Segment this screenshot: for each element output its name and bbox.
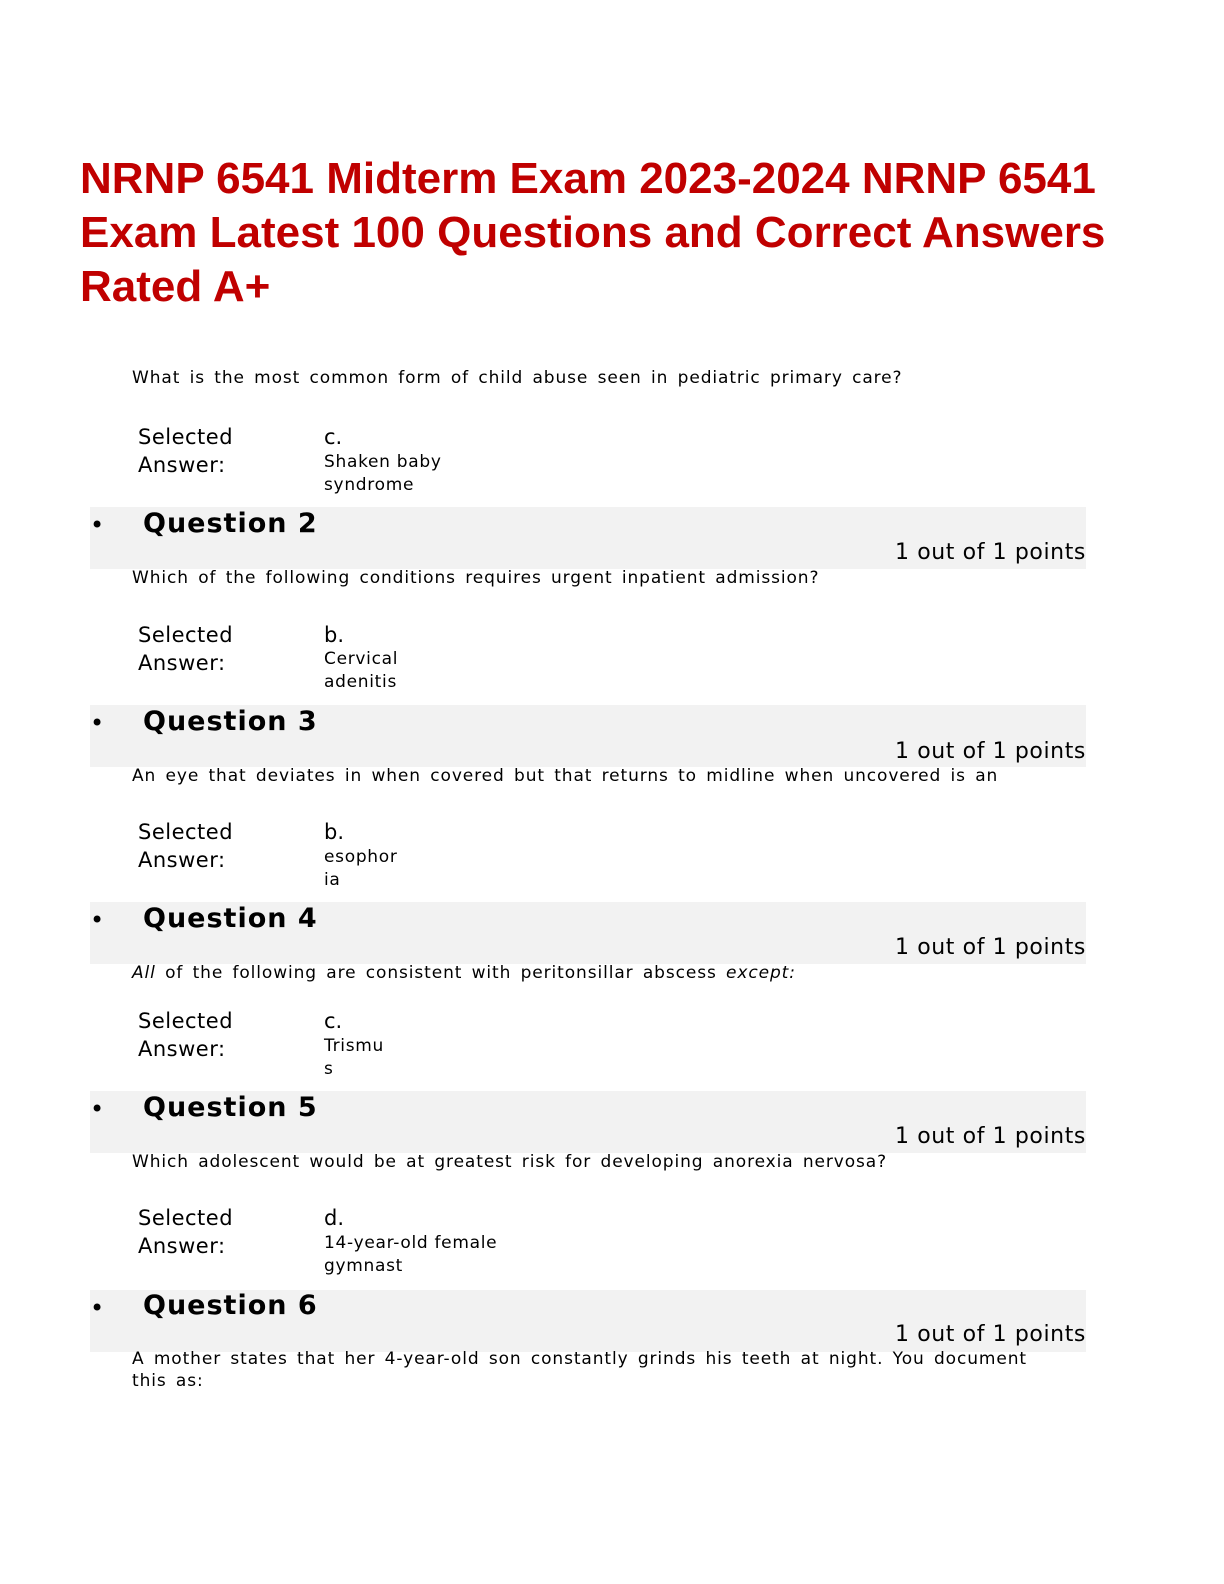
question-5-heading: Question 5 <box>143 1092 318 1123</box>
bullet-icon: • <box>90 511 105 539</box>
answer-label: Answer: <box>138 453 226 477</box>
question-5-answer-text: 14-year-old female gymnast <box>324 1233 498 1276</box>
question-1-prompt: What is the most common form of child abuse seen in pediatric primary care? <box>132 368 903 388</box>
question-5-answer-letter: d. <box>324 1206 345 1230</box>
question-2-heading: Question 2 <box>143 508 318 539</box>
answer-label: Answer: <box>138 1234 226 1258</box>
question-2-points: 1 out of 1 points <box>895 540 1086 565</box>
question-3-prompt: An eye that deviates in when covered but that returns to midline when uncovered is an <box>132 766 999 786</box>
question-2-answer-text: Cervical adenitis <box>324 649 399 692</box>
question-6-heading: Question 6 <box>143 1290 318 1321</box>
bullet-icon: • <box>90 1294 105 1322</box>
selected-label: Selected <box>138 820 234 844</box>
question-5-prompt: Which adolescent would be at greatest risk for developing anorexia nervosa? <box>132 1152 888 1172</box>
answer-label: Answer: <box>138 1037 226 1061</box>
question-3-points: 1 out of 1 points <box>895 739 1086 764</box>
question-2-answer-letter: b. <box>324 623 345 647</box>
question-1-answer-text: Shaken baby syndrome <box>324 452 442 495</box>
prompt-emphasis-except: except: <box>726 963 796 983</box>
selected-label: Selected <box>138 1009 234 1033</box>
prompt-text: of the following are consistent with peritonsillar abscess <box>155 963 727 983</box>
question-4-points: 1 out of 1 points <box>895 935 1086 960</box>
selected-label: Selected <box>138 1206 234 1230</box>
prompt-emphasis-all: All <box>132 963 156 983</box>
question-3-answer-text: esophor ia <box>324 847 398 890</box>
selected-label: Selected <box>138 425 234 449</box>
question-3-answer-letter: b. <box>324 820 345 844</box>
question-6-points: 1 out of 1 points <box>895 1322 1086 1347</box>
question-6-prompt: A mother states that her 4-year-old son constantly grinds his teeth at night. You document this as: <box>132 1349 1027 1391</box>
selected-label: Selected <box>138 623 234 647</box>
question-4-heading: Question 4 <box>143 903 318 934</box>
question-3-heading: Question 3 <box>143 706 318 737</box>
answer-label: Answer: <box>138 848 226 872</box>
answer-label: Answer: <box>138 651 226 675</box>
bullet-icon: • <box>90 906 105 934</box>
question-4-prompt <box>132 962 1032 984</box>
question-4-answer-text: Trismu s <box>324 1036 384 1079</box>
document-title: NRNP 6541 Midterm Exam 2023-2024 NRNP 6541 Exam Latest 100 Questions and Correct Answers Rated A+ <box>80 154 1106 311</box>
question-5-points: 1 out of 1 points <box>895 1124 1086 1149</box>
question-2-prompt: Which of the following conditions requires urgent inpatient admission? <box>132 568 820 588</box>
bullet-icon: • <box>90 1095 105 1123</box>
bullet-icon: • <box>90 709 105 737</box>
question-1-answer-letter: c. <box>324 425 343 449</box>
question-4-answer-letter: c. <box>324 1009 343 1033</box>
